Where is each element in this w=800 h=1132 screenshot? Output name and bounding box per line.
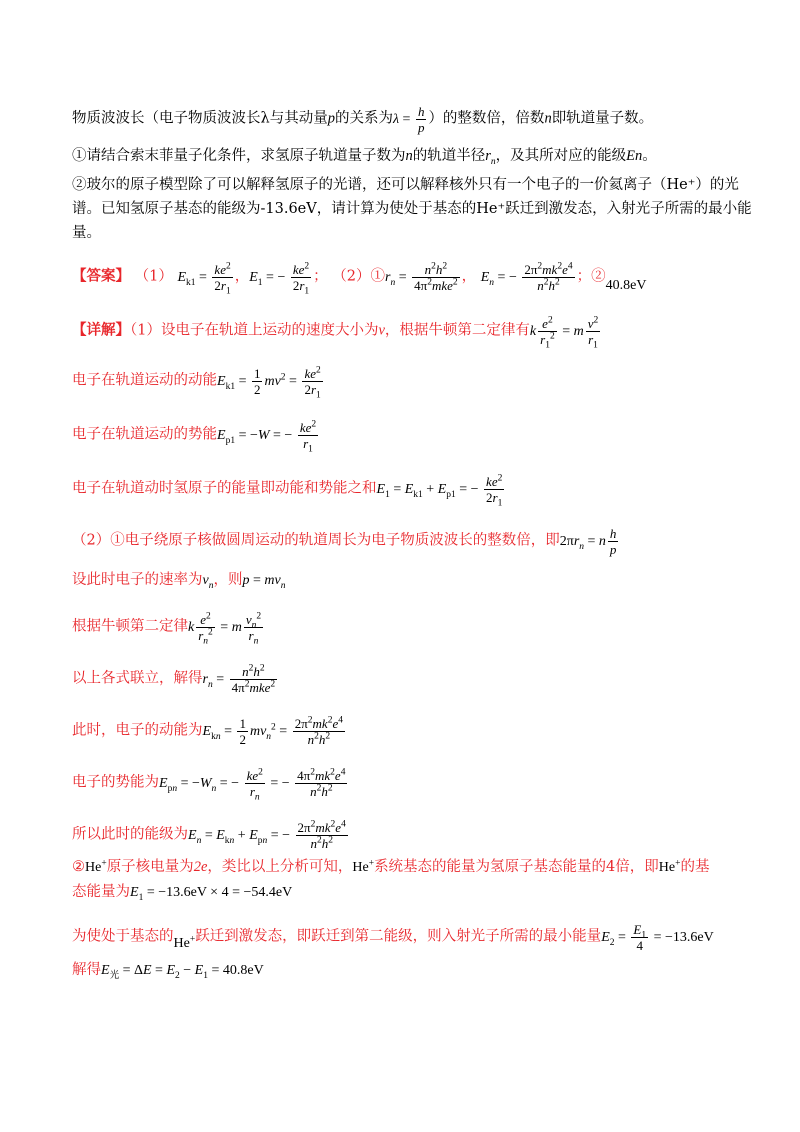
detail-line-1: 【详解】（1）设电子在轨道上运动的速度大小为v，根据牛顿第二定律有k $\frac{e^2}{r_1^2}$ = m $\frac{v^2}{r_1}$ xyxy=(72,315,599,351)
detail-text: ，根据牛顿第二定律有 xyxy=(384,322,530,339)
question-1: ①请结合索末菲量子化条件，求氢原子轨道量子数为n的轨道半径$r_n$，及其所对应的能级En。 xyxy=(72,148,657,167)
question-2-line-1: ②玻尔的原子模型除了可以解释氢原子的光谱，还可以解释核外只有一个电子的一价氦离子（He⁺）的光 xyxy=(72,177,739,193)
detail-line-4: 电子在轨道动时氢原子的能量即动能和势能之和$E_1 = E_{k1} + E_{p1}$ = − $\frac{ke^2}{2r_1}$ xyxy=(72,473,503,509)
detail-line-9: 此时，电子的动能为$E_{kn}$ = $\frac{1}{2}$ $mv_n^2$ = $\frac{2\pi^2mk^2e^4}{n^2h^2}$ xyxy=(72,715,343,747)
detail-text: 电子在轨道动时氢原子的能量即动能和势能之和 xyxy=(72,480,377,497)
detail-line-11: 所以此时的能级为$E_n = E_{kn} + E_{pn}$ = − $\frac{2\pi^2mk^2e^4}{n^2h^2}$ xyxy=(72,819,346,851)
detail-text: ② xyxy=(72,859,85,875)
detail-line-14: 为使处于基态的He+跃迁到激发态，即跃迁到第二能级，则入射光子所需的最小能量$E_2$ = $\frac{E_1}{4}$ = −13.6eV xyxy=(72,922,714,953)
detail-line-6: 设此时电子的速率为$v_n$，则$p = mv_n$ xyxy=(72,572,286,591)
detail-text: （2）①电子绕原子核做圆周运动的轨道周长为电子物质波波长的整数倍，即 xyxy=(72,532,560,549)
detail-line-2: 电子在轨道运动的动能$E_{k1}$ = $\frac{1}{2}$ $mv^2$ = $\frac{ke^2}{2r_1}$ xyxy=(72,365,321,401)
answer-tag: 【答案】 xyxy=(72,267,130,285)
intro-text: 即轨道量子数。 xyxy=(551,110,654,127)
detail-line-13: 态能量为$E_1 = -13.6eV \times 4 = -54.4eV$ xyxy=(72,884,293,903)
question-2-line-3: 量。 xyxy=(72,225,101,241)
detail-text: 跃迁到激发态，即跃迁到第二能级，则入射光子所需的最小能量 xyxy=(195,928,602,945)
intro-text: 的关系为 xyxy=(334,110,393,127)
question-text: 。 xyxy=(642,148,657,164)
detail-line-3: 电子在轨道运动的势能$E_{p1} = -W$ = − $\frac{ke^2}{r_1}$ xyxy=(72,419,317,455)
detail-line-12: ②He+原子核电量为2e，类比以上分析可知，He+系统基态的能量为氢原子基态能量的4倍，即He+的基 xyxy=(72,858,710,875)
detail-text: 以上各式联立，解得 xyxy=(72,670,203,687)
detail-text: 系统基态的能量为氢原子基态能量的4倍，即 xyxy=(374,859,659,875)
detail-text: 设此时电子的速率为 xyxy=(72,572,203,588)
intro-text: ）的整数倍，倍数 xyxy=(428,110,545,127)
answer-final-value: 40.8eV xyxy=(605,277,647,293)
detail-line-7: 根据牛顿第二定律k $\frac{e^2}{r_n^2}$ = m $\frac{v_n^2}{r_n}$ xyxy=(72,611,262,647)
detail-text: 原子核电量为 xyxy=(106,859,194,875)
detail-line-15: 解得$E_光 = \Delta E = E_2 - E_1 = 40.8eV$ xyxy=(72,962,264,981)
detail-line-8: 以上各式联立，解得$r_n$ = $\frac{n^2h^2}{4\pi^2mke^2}$ xyxy=(72,663,276,695)
detail-text: 态能量为 xyxy=(72,884,130,900)
detail-text: 电子在轨道运动的动能 xyxy=(72,372,217,389)
question-text: ①请结合索末菲量子化条件，求氢原子轨道量子数为 xyxy=(72,148,406,164)
question-2-line-2: 谱。已知氢原子基态的能级为-13.6eV，请计算为使处于基态的He⁺跃迁到激发态，入射光子所需的最小能 xyxy=(72,201,752,217)
detail-line-5: （2）①电子绕原子核做圆周运动的轨道周长为电子物质波波长的整数倍，即$2\pi r_n = n$ $\frac{h}{p}$ xyxy=(72,526,617,557)
detail-text: 为使处于基态的 xyxy=(72,928,174,945)
detail-text: （1）设电子在轨道上运动的速度大小为 xyxy=(130,322,379,339)
detail-text: 的基 xyxy=(680,859,710,875)
intro-line-1: 物质波波长（电子物质波波长λ与其动量p的关系为λ = $\frac{h}{p}$ ）的整数倍，倍数n即轨道量子数。 xyxy=(72,104,654,135)
intro-text: 物质波波长（电子物质波波长λ与其动量 xyxy=(72,110,328,127)
question-text: ，及其所对应的能级 xyxy=(495,148,627,164)
answer-part-3: ② xyxy=(591,268,606,285)
detail-text: 电子在轨道运动的势能 xyxy=(72,426,217,443)
detail-text: 电子的势能为 xyxy=(72,774,159,791)
answer-part-2: （2）① xyxy=(332,268,385,285)
detail-text: 所以此时的能级为 xyxy=(72,826,188,843)
detail-text: 根据牛顿第二定律 xyxy=(72,618,188,635)
detail-tag: 【详解】 xyxy=(72,321,130,339)
question-text: 的轨道半径 xyxy=(412,148,486,164)
detail-text: ，则 xyxy=(213,572,243,588)
answer-part-1: （1） xyxy=(134,268,173,285)
detail-text: 此时，电子的动能为 xyxy=(72,722,203,739)
detail-text: ，类比以上分析可知， xyxy=(207,859,353,875)
detail-line-10: 电子的势能为$E_{pn} = -W_n$ = − $\frac{ke^2}{r_n}$ = − $\frac{4\pi^2mk^2e^4}{n^2h^2}$ xyxy=(72,767,346,803)
detail-text: 解得 xyxy=(72,962,101,978)
answer-line: 【答案】 （1） $E_{k1}$ = $\frac{ke^2}{2r_1}$ ，$E_1$ = − $\frac{ke^2}{2r_1}$ ； $(2)①r_n$ = $\frac{n^2h^2}{4\pi^2mke^2}$ ， $E_n$ = − $\frac{2\pi^2mk^2e^4}{n^2h^2}$ ；②40.8eV xyxy=(72,261,647,297)
